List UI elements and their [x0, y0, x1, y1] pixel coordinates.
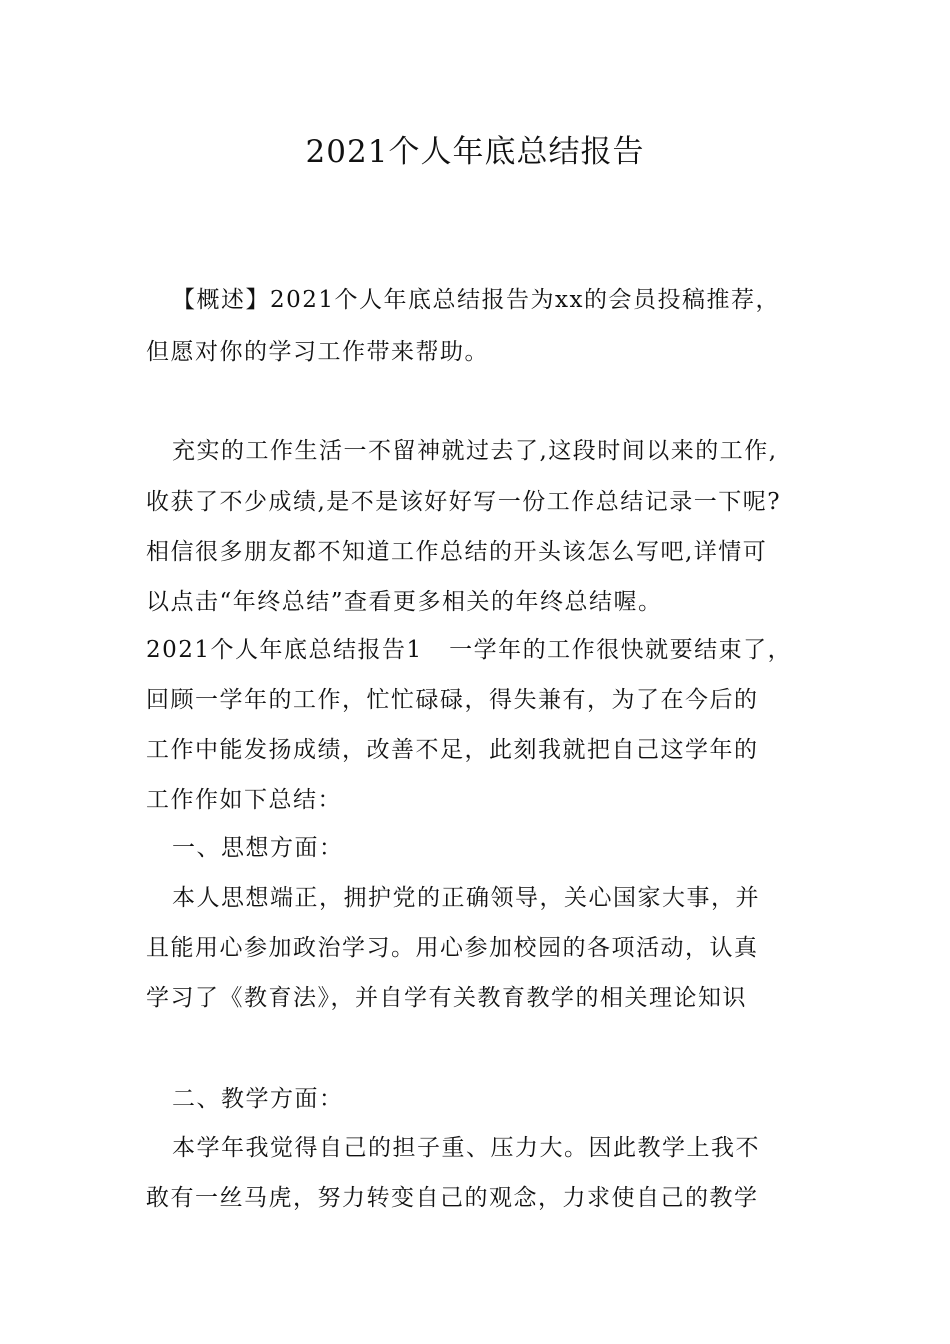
section-heading: 一、思想方面： — [172, 835, 344, 861]
paragraph-line: 2021个人年底总结报告1 一学年的工作很快就要结束了， — [146, 637, 793, 663]
paragraph-line: 但愿对你的学习工作带来帮助。 — [146, 339, 489, 365]
paragraph-line: 本学年我觉得自己的担子重、压力大。因此教学上我不 — [172, 1135, 760, 1161]
paragraph-line: 学习了《教育法》，并自学有关教育教学的相关理论知识 — [146, 985, 747, 1011]
section-heading: 二、教学方面： — [172, 1086, 344, 1112]
paragraph-line: 敢有一丝马虎，努力转变自己的观念，力求使自己的教学 — [146, 1185, 759, 1211]
paragraph-line: 充实的工作生活一不留神就过去了,这段时间以来的工作, — [172, 438, 778, 464]
paragraph-line: 工作中能发扬成绩，改善不足，此刻我就把自己这学年的 — [146, 737, 759, 763]
paragraph-line: 本人思想端正，拥护党的正确领导，关心国家大事，并 — [172, 885, 760, 911]
paragraph-line: 【概述】2021个人年底总结报告为xx的会员投稿推荐， — [172, 287, 780, 313]
paragraph-line: 收获了不少成绩,是不是该好好写一份工作总结记录一下呢? — [146, 489, 782, 515]
paragraph-line: 回顾一学年的工作，忙忙碌碌，得失兼有，为了在今后的 — [146, 687, 759, 713]
paragraph-line: 以点击“年终总结”查看更多相关的年终总结喔。 — [146, 589, 663, 615]
paragraph-line: 相信很多朋友都不知道工作总结的开头该怎么写吧,详情可 — [146, 539, 768, 565]
document-title: 2021个人年底总结报告 — [305, 134, 645, 170]
paragraph-line: 工作作如下总结： — [146, 787, 342, 813]
paragraph-line: 且能用心参加政治学习。用心参加校园的各项活动，认真 — [146, 935, 759, 961]
